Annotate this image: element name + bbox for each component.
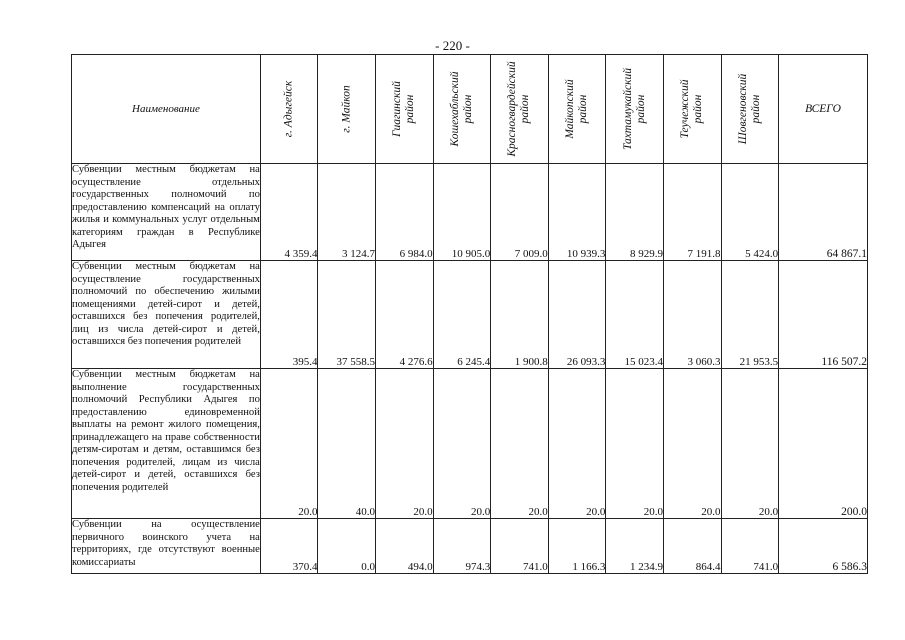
cell-total: 200.0 [779, 369, 868, 519]
cell-value: 1 166.3 [548, 519, 606, 574]
cell-value: 20.0 [721, 369, 779, 519]
cell-total: 6 586.3 [779, 519, 868, 574]
header-koshekhablsky: Кошехабльский район [433, 55, 491, 164]
header-total: ВСЕГО [779, 55, 868, 164]
cell-value: 20.0 [548, 369, 606, 519]
header-maykopsky: Майкопский район [548, 55, 606, 164]
cell-value: 6 245.4 [433, 261, 491, 369]
cell-value: 20.0 [491, 369, 549, 519]
cell-value: 20.0 [376, 369, 434, 519]
row-name: Субвенции местным бюджетам на выполнение государственных полномочий Республики Адыгея по предоставлению единовременной выплаты на ремонт жилого помещения, принадлежащего на праве собственности детям-сиротам и детям, оставшимся без попечения родителей, лицам из числа детей-сирот и детей, оставшихся без попечения родителей [72, 369, 261, 519]
cell-value: 7 009.0 [491, 164, 549, 261]
cell-value: 1 234.9 [606, 519, 664, 574]
cell-total: 116 507.2 [779, 261, 868, 369]
cell-value: 974.3 [433, 519, 491, 574]
table-row [72, 369, 868, 519]
cell-value: 4 359.4 [260, 164, 318, 261]
table-row [72, 164, 868, 261]
header-krasnogvardeysky: Красногвардейский район [491, 55, 549, 164]
header-takhtamukaysky: Тахтамукайский район [606, 55, 664, 164]
cell-value: 7 191.8 [663, 164, 721, 261]
cell-value: 0.0 [318, 519, 376, 574]
cell-value: 741.0 [721, 519, 779, 574]
cell-value: 20.0 [663, 369, 721, 519]
header-giaginsky: Гиагинский район [376, 55, 434, 164]
header-name: Наименование [72, 55, 261, 164]
page-number: - 220 - [435, 38, 470, 53]
table-row [72, 519, 868, 574]
cell-value: 3 060.3 [663, 261, 721, 369]
cell-value: 3 124.7 [318, 164, 376, 261]
cell-value: 864.4 [663, 519, 721, 574]
cell-value: 20.0 [260, 369, 318, 519]
cell-value: 4 276.6 [376, 261, 434, 369]
cell-value: 1 900.8 [491, 261, 549, 369]
header-row [72, 55, 868, 164]
table-row [72, 261, 868, 369]
cell-value: 370.4 [260, 519, 318, 574]
cell-value: 8 929.9 [606, 164, 664, 261]
cell-value: 21 953.5 [721, 261, 779, 369]
cell-value: 395.4 [260, 261, 318, 369]
cell-value: 37 558.5 [318, 261, 376, 369]
cell-value: 6 984.0 [376, 164, 434, 261]
subventions-table [71, 54, 868, 574]
cell-value: 10 905.0 [433, 164, 491, 261]
header-adygeysk: г. Адыгейск [260, 55, 318, 164]
row-name: Субвенции местным бюджетам на осуществление государственных полномочий по обеспечению жилыми помещениями детей-сирот и детей, оставшихся без попечения родителей, лиц из числа детей-сирот и детей, оставшихся без попечения родителей [72, 261, 261, 369]
cell-value: 26 093.3 [548, 261, 606, 369]
header-maykop-city: г. Майкоп [318, 55, 376, 164]
row-name: Субвенции местным бюджетам на осуществление отдельных государственных полномочий по предоставлению компенсаций на оплату жилья и коммунальных услуг отдельным категориям граждан в Республике Адыгея [72, 164, 261, 261]
cell-value: 5 424.0 [721, 164, 779, 261]
cell-value: 20.0 [433, 369, 491, 519]
header-teuchezhsky: Теучежский район [663, 55, 721, 164]
cell-value: 10 939.3 [548, 164, 606, 261]
cell-value: 494.0 [376, 519, 434, 574]
cell-total: 64 867.1 [779, 164, 868, 261]
cell-value: 15 023.4 [606, 261, 664, 369]
header-shovgenovsky: Шовгеновский район [721, 55, 779, 164]
cell-value: 20.0 [606, 369, 664, 519]
cell-value: 741.0 [491, 519, 549, 574]
cell-value: 40.0 [318, 369, 376, 519]
row-name: Субвенции на осуществление первичного воинского учета на территориях, где отсутствуют военные комиссариаты [72, 519, 261, 574]
